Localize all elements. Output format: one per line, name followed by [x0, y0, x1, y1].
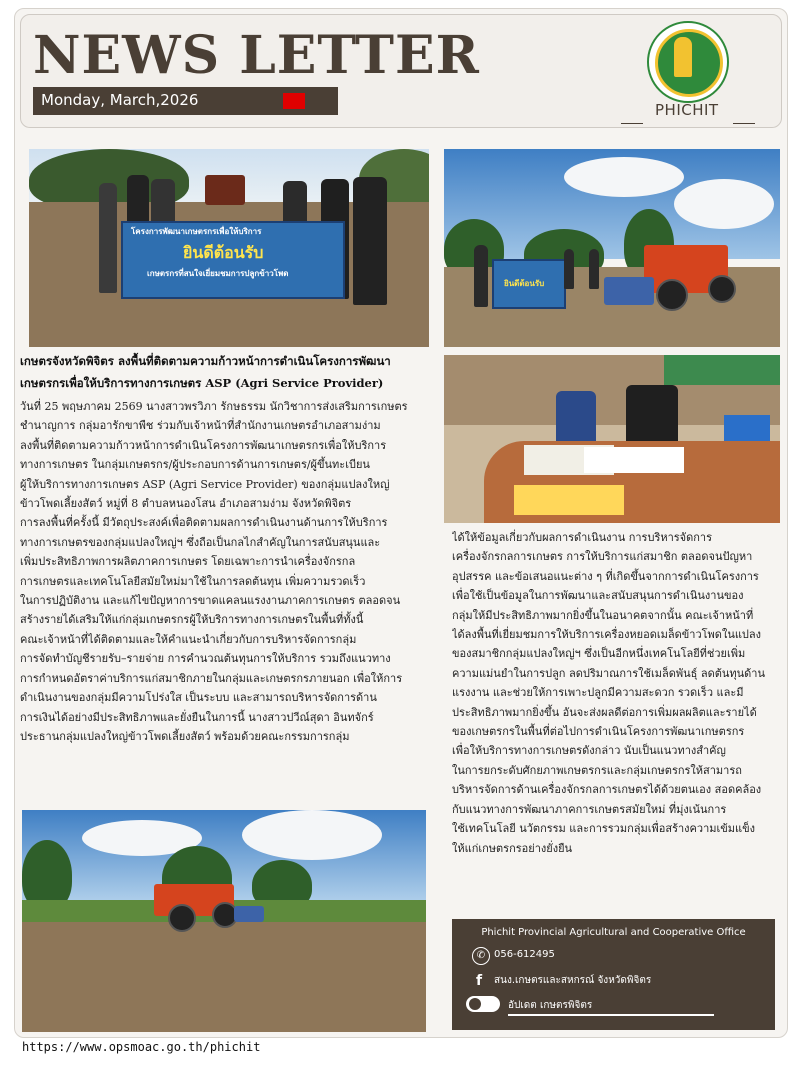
body-line: การกำหนดอัตราค่าบริการแก่สมาชิกภายในกลุ่มและเกษตรกรภายนอก เพื่อให้การ — [20, 671, 403, 685]
body-line: กลุ่มให้มีประสิทธิภาพมากยิ่งขึ้นในอนาคตจากนั้น คณะเจ้าหน้าที่ — [452, 608, 754, 622]
newsletter-header — [20, 14, 782, 128]
logo-divider-left — [621, 123, 643, 124]
logo-figure-icon — [674, 37, 692, 77]
article-body-right — [452, 528, 787, 858]
body-line: ประสิทธิภาพมากยิ่งขึ้น อันจะส่งผลดีต่อการเพิ่มผลผลิตและรายได้ — [452, 705, 757, 719]
welcome-banner — [121, 221, 345, 299]
body-line: ชำนาญการ กลุ่มอารักขาพืช ร่วมกับเจ้าหน้าที่สำนักงานเกษตรอำเภอสามง่าม — [20, 419, 381, 433]
body-line: คณะเจ้าหน้าที่ได้ติดตามและให้คำแนะนำเกี่ยวกับการบริหารจัดการกลุ่ม — [20, 632, 357, 646]
body-line: ข้าวโพดเลี้ยงสัตว์ หมู่ที่ 8 ตำบลหนองโสน อำเภอสามง่าม จังหวัดพิจิตร — [20, 497, 352, 511]
welcome-banner-small — [492, 259, 566, 309]
body-line: ให้แก่เกษตรกรอย่างยั่งยืน — [452, 841, 573, 855]
body-line: ความแม่นยำในการปลูก ลดปริมาณการใช้เมล็ดพันธุ์ ลดต้นทุนด้าน — [452, 666, 765, 680]
banner-line1: โครงการพัฒนาเกษตรกรเพื่อให้บริการ — [131, 227, 262, 236]
banner-small-text: ยินดีต้อนรับ — [504, 279, 545, 288]
website-url[interactable]: https://www.opsmoac.go.th/phichit — [22, 1040, 261, 1054]
logo-divider-right — [733, 123, 755, 124]
article-body-left — [20, 397, 440, 746]
body-line: อุปสรรค และข้อเสนอแนะต่าง ๆ ที่เกิดขึ้นจากการดำเนินโครงการ — [452, 569, 759, 583]
body-line: ทางการเกษตรของกลุ่มแปลงใหญ่ฯ ซึ่งถือเป็นกลไกสำคัญในการสนับสนุนและ — [20, 535, 381, 549]
agency-logo — [647, 21, 729, 103]
body-line: ของเกษตรกรในพื้นที่ต่อไปการดำเนินโครงการพัฒนาเกษตรกร — [452, 725, 745, 739]
body-line: บริหารจัดการด้านเครื่องจักรกลการเกษตรได้ด้วยตนเอง สอดคล้อง — [452, 783, 762, 797]
search-icon — [466, 996, 500, 1012]
body-line: ในการยกระดับศักยภาพเกษตรกรและกลุ่มเกษตรกรให้สามารถ — [452, 763, 742, 777]
headline-line-2: เกษตรกรเพื่อให้บริการทางการเกษตร ASP (Agri Service Provider) — [20, 376, 384, 390]
search-underline — [508, 1014, 714, 1016]
headline-line-1: เกษตรจังหวัดพิจิตร ลงพื้นที่ติดตามความก้าวหน้าการดำเนินโครงการพัฒนา — [20, 354, 391, 368]
issue-date: Monday, March,2026 — [41, 91, 199, 109]
date-bar — [33, 87, 338, 115]
red-square-marker — [283, 93, 305, 109]
page-title: NEWS LETTER — [33, 25, 480, 86]
body-line: การเงินได้อย่างมีประสิทธิภาพและยั่งยืนในการนี้ นางสาวปวีณ์สุดา อินทจักร์ — [20, 710, 374, 724]
body-line: แรงงาน และช่วยให้การเพาะปลูกมีความสะดวก รวดเร็ว และมี — [452, 686, 744, 700]
body-line: เพื่อให้บริการทางการเกษตรดังกล่าว นับเป็นแนวทางสำคัญ — [452, 744, 726, 758]
phone-icon: ✆ — [472, 947, 490, 965]
body-line: ใช้เทคโนโลยี นวัตกรรม และการรวมกลุ่มเพื่อสร้างความเข้มแข็ง — [452, 822, 756, 836]
body-line: เพื่อใช้เป็นข้อมูลในการพัฒนาและสนับสนุนการดำเนินงานของ — [452, 589, 744, 603]
body-line: วันที่ 25 พฤษภาคม 2569 นางสาวพรวิภา รักษธรรม นักวิชาการส่งเสริมการเกษตร — [20, 400, 408, 413]
facebook-page[interactable]: สนง.เกษตรและสหกรณ์ จังหวัดพิจิตร — [494, 975, 652, 986]
body-line: เพิ่มประสิทธิภาพการผลิตภาคการเกษตร โดยเฉพาะการนำเครื่องจักรกล — [20, 555, 356, 569]
photo-group-banner — [29, 149, 429, 347]
phone-number[interactable]: 056-612495 — [494, 949, 555, 960]
body-line: ดำเนินงานของกลุ่มมีความโปร่งใส เป็นระบบ และสามารถบริหารจัดการด้าน — [20, 691, 377, 705]
facebook-icon: f — [476, 973, 483, 989]
photo-meeting-table — [444, 355, 780, 523]
body-line: ได้ลงพื้นที่เยี่ยมชมการให้บริการเครื่องหยอดเมล็ดข้าวโพดในแปลง — [452, 628, 762, 642]
body-line: ได้ให้ข้อมูลเกี่ยวกับผลการดำเนินงาน การบริหารจัดการ — [452, 531, 713, 544]
body-line: กับแนวทางการพัฒนาภาคการเกษตรสมัยใหม่ ที่มุ่งเน้นการ — [452, 802, 727, 816]
search-keyword: อัปเดต เกษตรพิจิตร — [508, 1000, 593, 1011]
body-line: ในการปฏิบัติงาน และแก้ไขปัญหาการขาดแคลนแรงงานภาคการเกษตร ตลอดจน — [20, 594, 401, 608]
banner-welcome: ยินดีต้อนรับ — [183, 243, 264, 262]
article-headline — [20, 350, 440, 394]
body-line: การจัดทำบัญชีรายรับ–รายจ่าย การคำนวณต้นทุนการให้บริการ รวมถึงแนวทาง — [20, 652, 391, 666]
contact-box — [452, 919, 775, 1030]
body-line: ผู้ให้บริการทางการเกษตร ASP (Agri Service Provider) ของกลุ่มแปลงใหญ่ — [20, 477, 390, 491]
logo-caption: PHICHIT — [655, 101, 719, 119]
banner-line2: เกษตรกรที่สนใจเยี่ยมชมการปลูกข้าวโพด — [147, 269, 289, 278]
body-line: สร้างรายได้เสริมให้แก่กลุ่มเกษตรกรผู้ให้บริการทางการเกษตรในพื้นที่ทั้งนี้ — [20, 613, 364, 627]
photo-tractor-ploughing — [22, 810, 426, 1032]
photo-tractor-field — [444, 149, 780, 347]
body-line: ทางการเกษตร ในกลุ่มเกษตรกร/ผู้ประกอบการด้านการเกษตร/ผู้ขึ้นทะเบียน — [20, 458, 370, 472]
body-line: การเกษตรและเทคโนโลยีสมัยใหม่มาใช้ในการลดต้นทุน เพิ่มความรวดเร็ว — [20, 574, 366, 588]
body-line: ของสมาชิกกลุ่มแปลงใหญ่ฯ ซึ่งเป็นอีกหนึ่งเทคโนโลยีที่ช่วยเพิ่ม — [452, 647, 746, 661]
body-line: ลงพื้นที่ติดตามความก้าวหน้าการดำเนินโครงการพัฒนาเกษตรกรเพื่อให้บริการ — [20, 438, 387, 452]
office-name: Phichit Provincial Agricultural and Cooperative Office — [481, 927, 746, 938]
body-line: ประธานกลุ่มแปลงใหญ่ข้าวโพดเลี้ยงสัตว์ พร้อมด้วยคณะกรรมการกลุ่ม — [20, 729, 350, 743]
body-line: เครื่องจักรกลการเกษตร การให้บริการแก่สมาชิก ตลอดจนปัญหา — [452, 550, 753, 564]
body-line: การลงพื้นที่ครั้งนี้ มีวัตถุประสงค์เพื่อติดตามผลการดำเนินงานด้านการให้บริการ — [20, 516, 388, 530]
